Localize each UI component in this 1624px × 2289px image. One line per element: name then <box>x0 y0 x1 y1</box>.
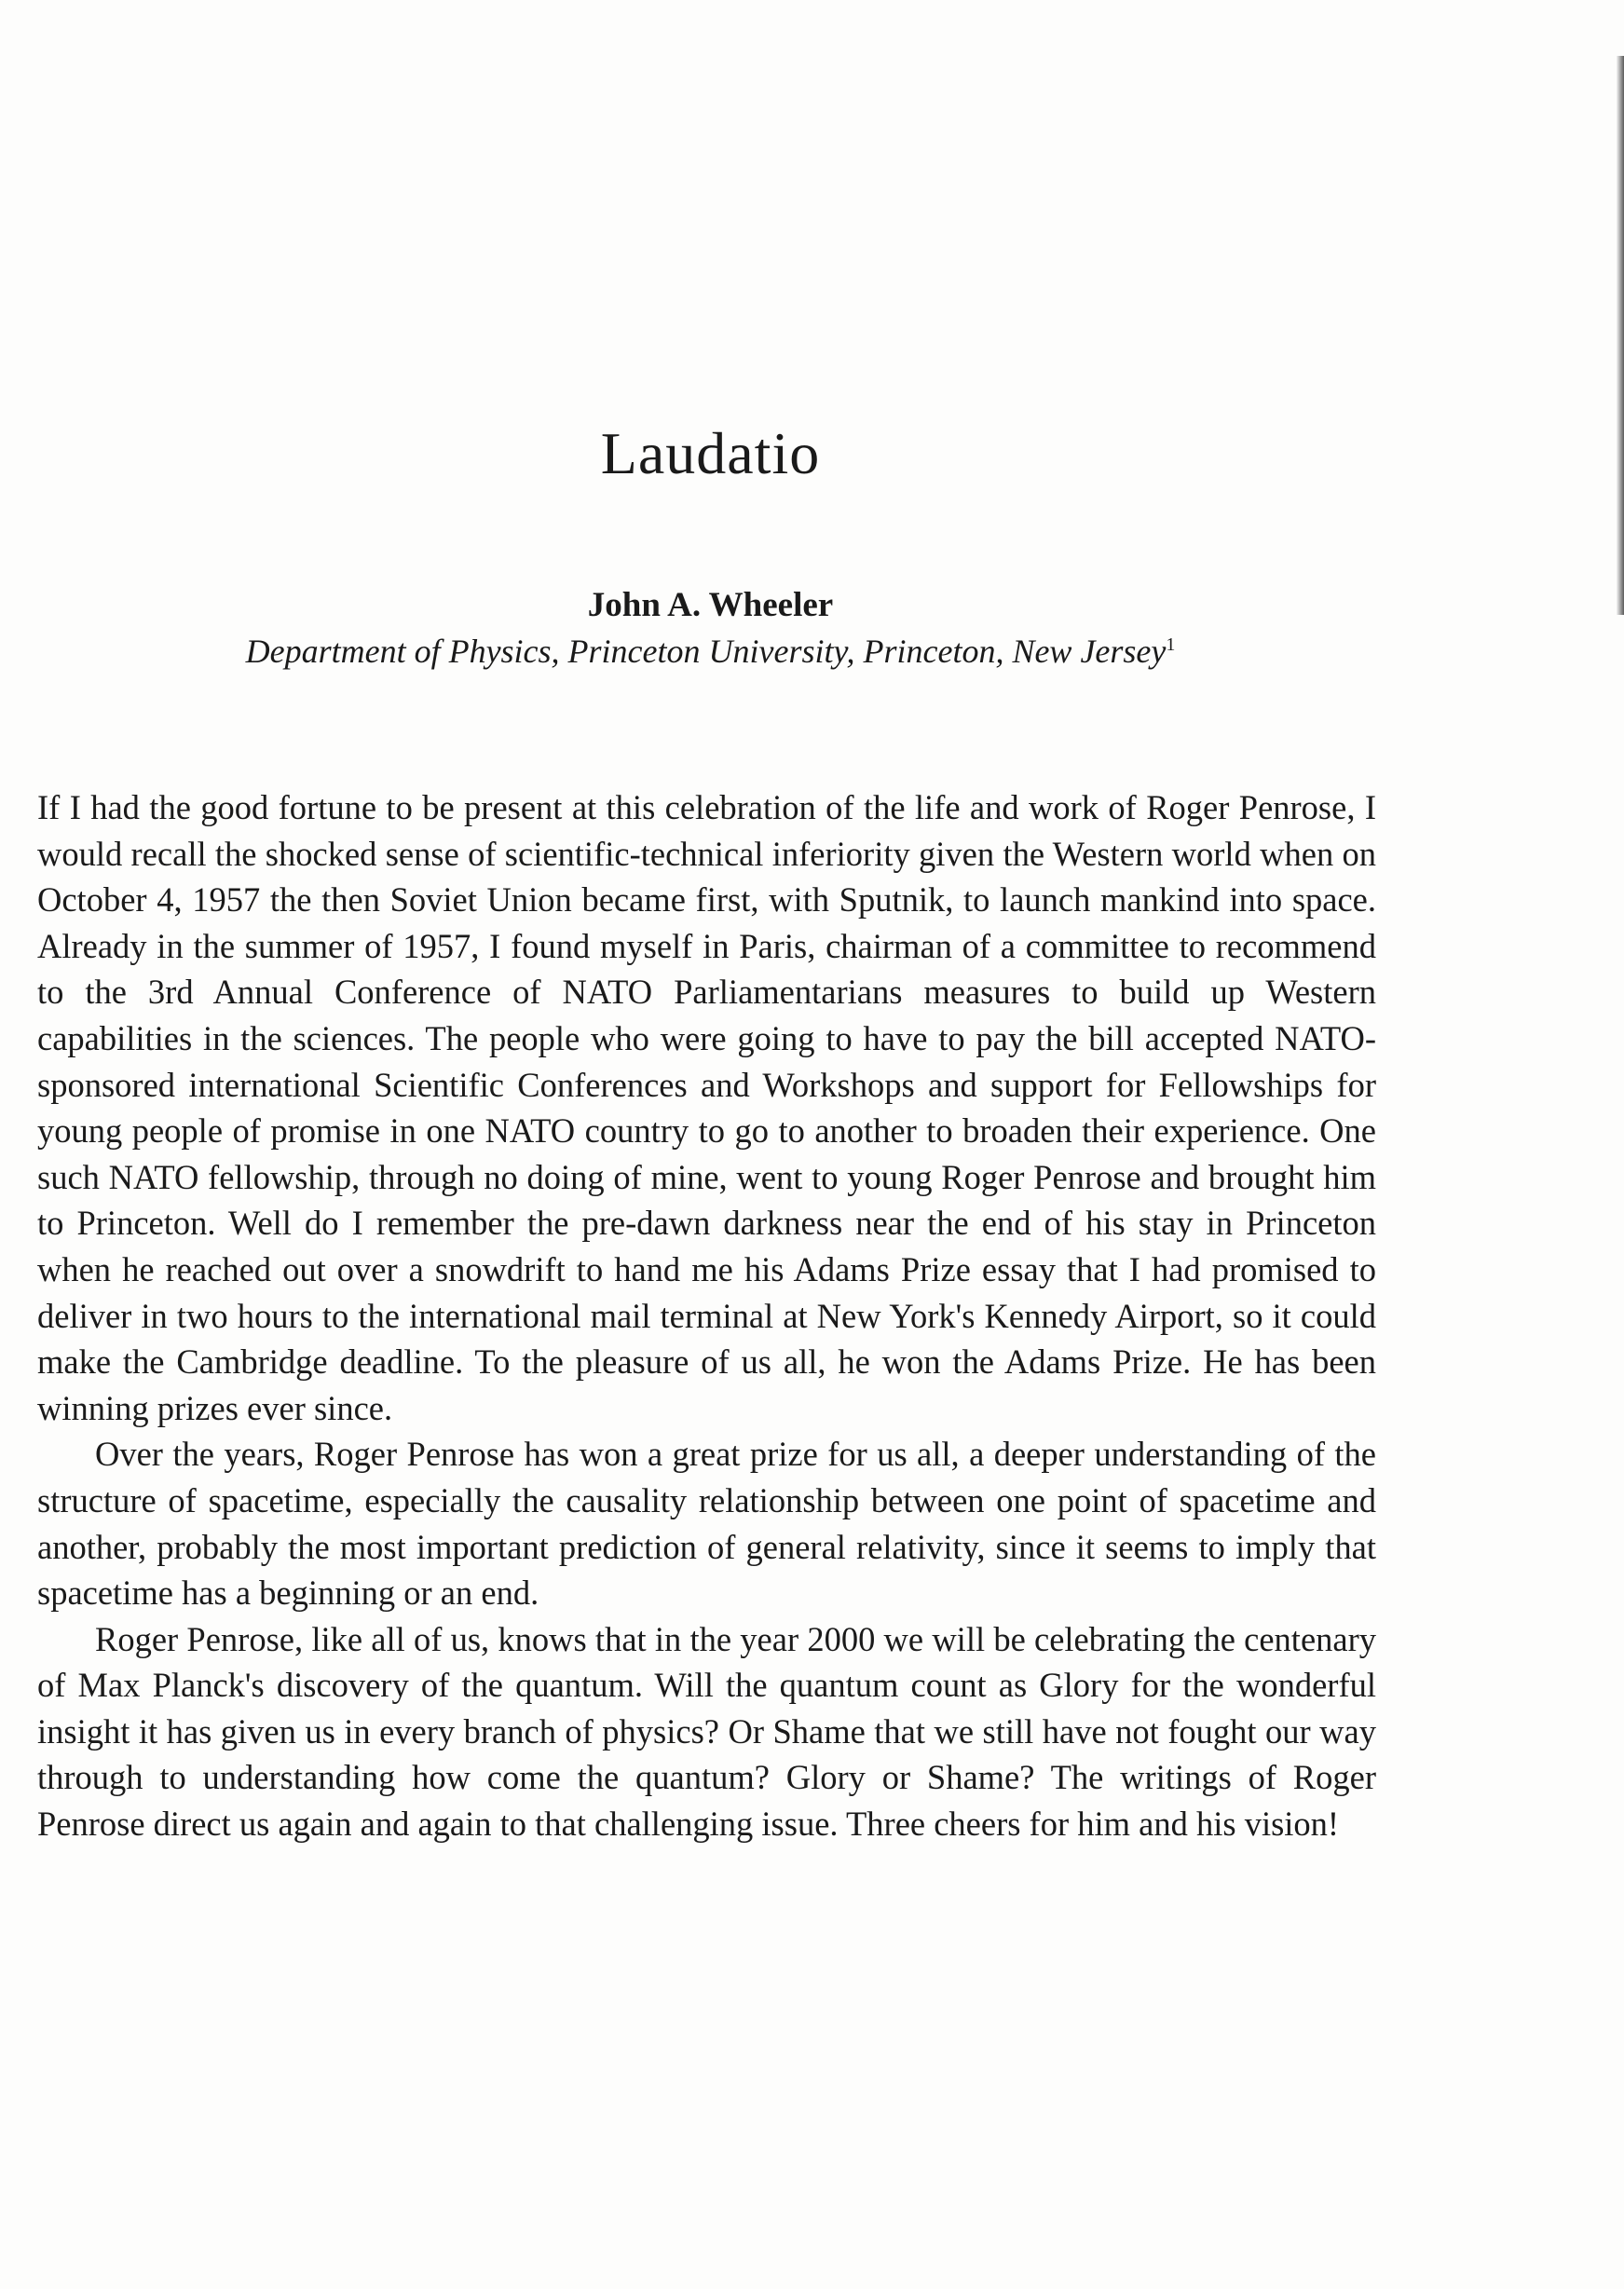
author-name: John A. Wheeler <box>587 586 834 624</box>
page-edge-shadow <box>1617 56 1624 615</box>
affiliation-text: Department of Physics, Princeton University, Princeton, New Jersey <box>245 633 1167 670</box>
paragraph-2: Over the years, Roger Penrose has won a great prize for us all, a deeper understanding of the structure of spacetime, especially the causality relationship between one point of spacetime and another, probably the most important prediction of general relativity, since it seems to imply that spacetime has a beginning or an end. <box>37 1435 1376 1613</box>
body-text <box>37 784 1376 1847</box>
paragraph-1: If I had the good fortune to be present at this celebration of the life and work of Roger Penrose, I would recall the shocked sense of scientific-technical inferiority given the Western world when on October 4, 1957 the then Soviet Union became first, with Sputnik, to launch mankind into space. Already in the summer of 1957, I found myself in Paris, chairman of a committee to recommend to the 3rd Annual Conference of NATO Parliamentarians measures to build up Western capabilities in the sciences. The people who were going to have to pay the bill accepted NATO-sponsored international Scientific Conferences and Workshops and support for Fellowships for young people of promise in one NATO country to go to another to broaden their experience. One such NATO fellowship, through no doing of mine, went to young Roger Penrose and brought him to Princeton. Well do I remember the pre-dawn darkness near the end of his stay in Princeton when he reached out over a snowdrift to hand me his Adams Prize essay that I had promised to deliver in two hours to the international mail terminal at New York's Kennedy Airport, so it could make the Cambridge deadline. To the pleasure of us all, he won the Adams Prize. He has been winning prizes ever since. <box>37 788 1376 1427</box>
footnote-mark: 1 <box>1166 634 1176 655</box>
author-affiliation <box>0 632 1421 671</box>
document-title: Laudatio <box>600 420 821 486</box>
paragraph-3: Roger Penrose, like all of us, knows that in the year 2000 we will be celebrating the centenary of Max Planck's discovery of the quantum. Will the quantum count as Glory for the wonderful insight it has given us in every branch of physics? Or Shame that we still have not fought our way through to understanding how come the quantum? Glory or Shame? The writings of Roger Penrose direct us again and again to that challenging issue. Three cheers for him and his vision! <box>37 1619 1376 1844</box>
